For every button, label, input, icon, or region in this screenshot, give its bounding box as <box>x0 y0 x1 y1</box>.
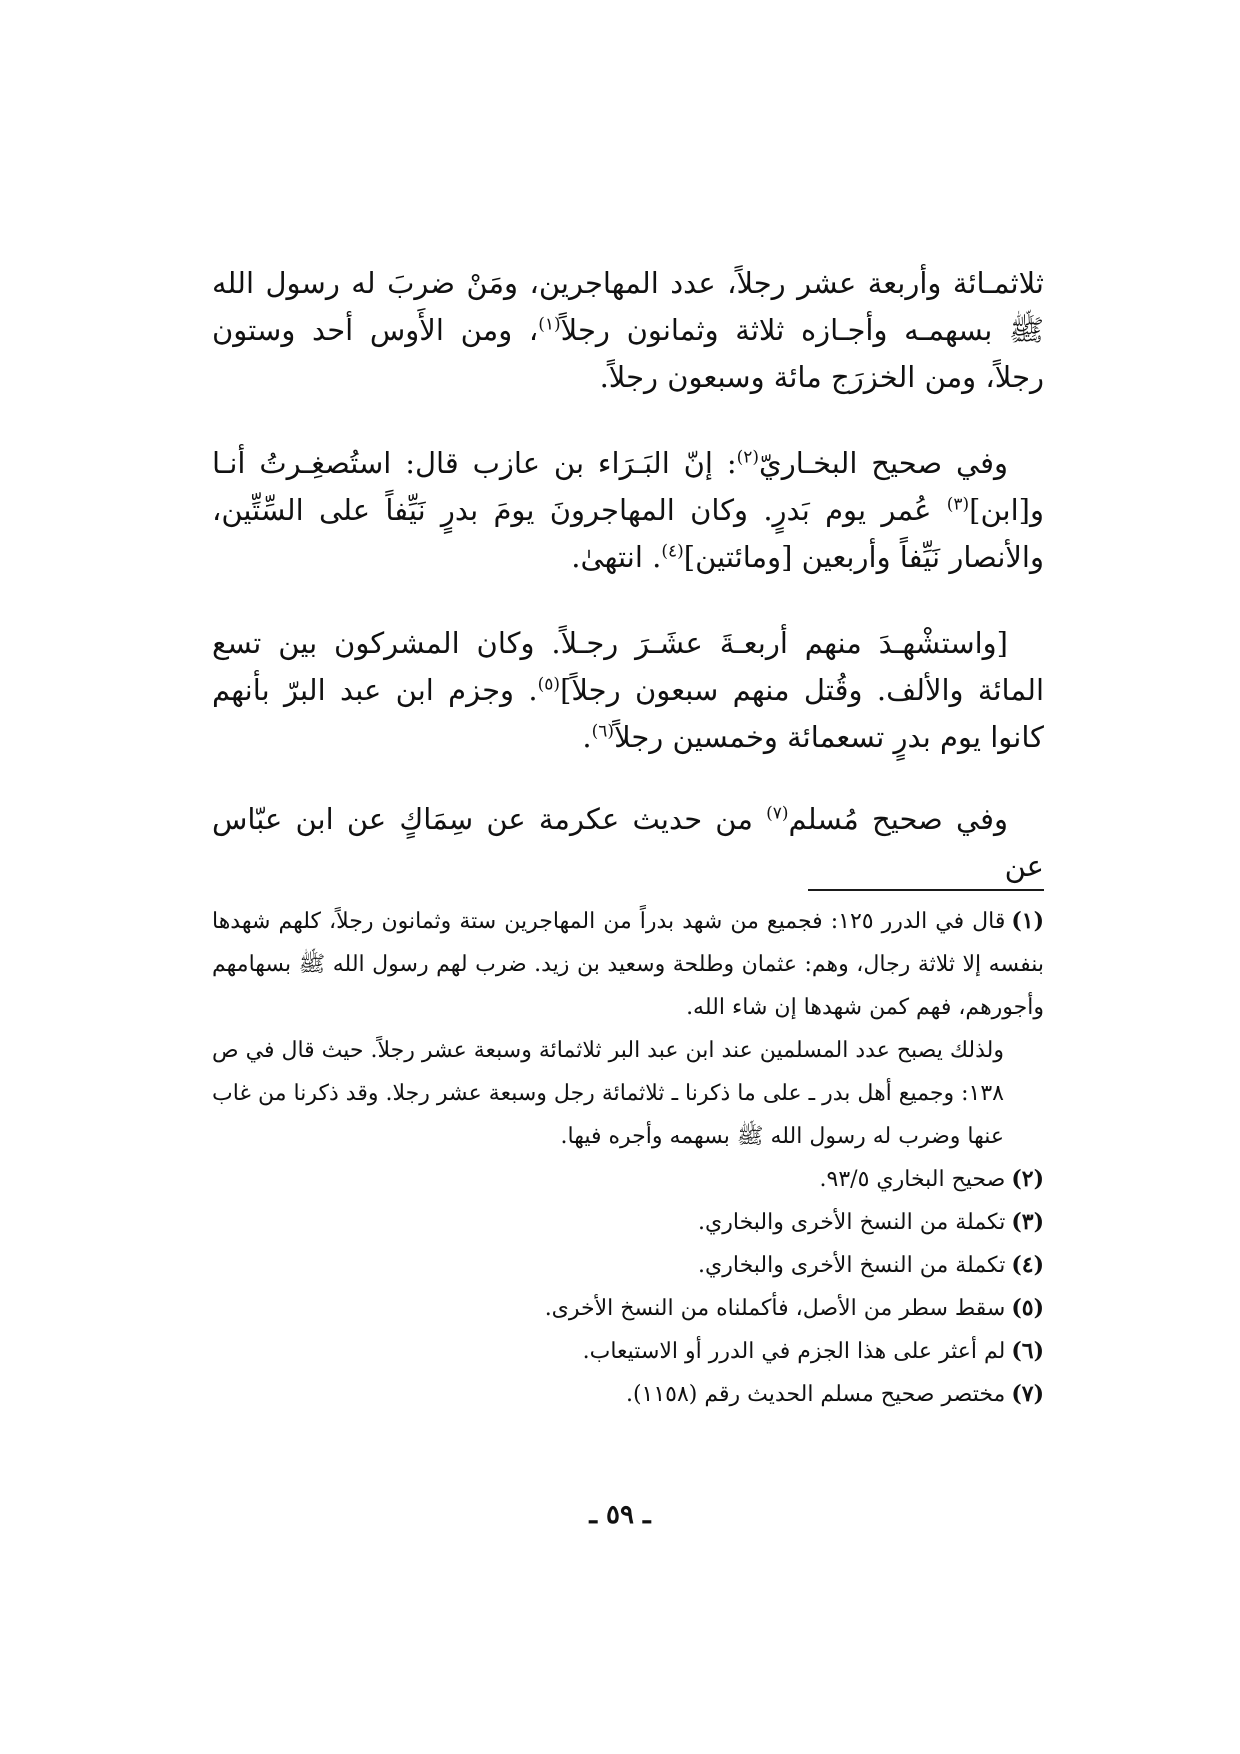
footnote-number: (٢) <box>1011 1166 1044 1192</box>
footnote <box>212 1287 1044 1330</box>
footnote-ref: (٥) <box>537 674 561 695</box>
paragraph-text: ، ومن الأَوس أحد وستون رجلاً، ومن الخزرَج مائة وسبعون رجلاً. <box>212 313 1044 394</box>
footnote <box>212 1158 1044 1201</box>
paragraph-text: من حديث عكرمة عن سِمَاكٍ عن ابن عبّاس عن <box>212 802 1044 883</box>
footnote <box>212 900 1044 1029</box>
footnote <box>212 1330 1044 1373</box>
paragraph-text: : إنّ البَـرَاء بن عازب قال: استُصغِـرتُ أنـا و[ابن] <box>212 446 1044 527</box>
footnote-text: تكملة من النسخ الأخرى والبخاري. <box>698 1253 1006 1278</box>
footnote <box>212 1201 1044 1244</box>
footnote-ref: (٢) <box>736 447 760 468</box>
footnote-text: تكملة من النسخ الأخرى والبخاري. <box>698 1210 1006 1235</box>
footnote-text: مختصر صحيح مسلم الحديث رقم (١١٥٨). <box>625 1382 1006 1407</box>
footnote <box>212 1244 1044 1287</box>
paragraph-text: [واستشْهـدَ منهم أربعـةَ عشَـرَ رجـلاً. وكان المشركون بين تسع المائة والألف. وقُتل منهم سبعون رجلاً] <box>212 626 1045 707</box>
page-number: ـ ٥٩ ـ <box>589 1500 651 1530</box>
paragraph-text: عُمر يوم بَدرٍ. وكان المهاجرونَ يومَ بدرٍ نَيِّفاً على السِّتِّين، والأنصار نَيِّفاً وأربعين [ومائتين] <box>212 493 1044 574</box>
main-paragraph <box>212 260 1044 401</box>
paragraph-text: ثلاثمـائة وأربعة عشر رجلاً، عدد المهاجرين، ومَنْ ضربَ له رسول الله ﷺ بسهمـه وأجـازه ثلاثة وثمانون رجلاً <box>212 266 1044 347</box>
footnote-ref: (٦) <box>591 721 615 742</box>
footnote-separator <box>808 889 1044 891</box>
main-paragraph <box>212 440 1044 581</box>
footnote-ref: (٤) <box>661 541 684 562</box>
footnote-number: (٧) <box>1011 1381 1044 1407</box>
paragraph-text: . <box>582 720 592 754</box>
paragraph-text: . انتهىٰ. <box>571 540 662 574</box>
footnote-number: (٤) <box>1011 1252 1044 1278</box>
footnote-ref: (١) <box>538 314 561 335</box>
footnote-ref: (٣) <box>946 494 970 515</box>
footnotes-section <box>212 900 1044 1416</box>
footnote-continuation <box>212 1029 1044 1158</box>
paragraph-text: وفي صحيح البخـاريّ <box>759 446 1008 480</box>
footnote <box>212 1373 1044 1416</box>
footnote-text: قال في الدرر ١٢٥: فجميع من شهد بدراً من المهاجرين ستة وثمانون رجلاً، كلهم شهدها بنفسه إلا ثلاثة رجال، وهم: عثمان وطلحة وسعيد بن زيد. ضرب لهم رسول الله ﷺ بسهامهم وأجورهم، فهم كمن شهدها إن شاء الله. <box>212 909 1044 1020</box>
footnote-number: (٦) <box>1011 1338 1044 1364</box>
footnote-text: لم أعثر على هذا الجزم في الدرر أو الاستيعاب. <box>582 1339 1006 1364</box>
footnote-number: (١) <box>1011 908 1045 934</box>
main-paragraph <box>212 620 1044 761</box>
footnote-number: (٣) <box>1011 1209 1044 1235</box>
footnote-ref: (٧) <box>766 803 789 824</box>
paragraph-text: . وجزم ابن عبد البرّ بأنهم كانوا يوم بدرٍ تسعمائة وخمسين رجلاً <box>212 673 1044 754</box>
footnote-text: صحيح البخاري ٩٣/٥. <box>819 1167 1006 1192</box>
footnote-text: ولذلك يصبح عدد المسلمين عند ابن عبد البر ثلاثمائة وسبعة عشر رجلاً. حيث قال في ص ١٣٨: وجميع أهل بدر ـ على ما ذكرنا ـ ثلاثمائة رجل وسبعة عشر رجلا. وقد ذكرنا من غاب عنها وضرب له رسول الله ﷺ بسهمه وأجره فيها. <box>212 1038 1005 1149</box>
footnote-text: سقط سطر من الأصل، فأكملناه من النسخ الأخرى. <box>544 1296 1006 1321</box>
main-paragraph <box>212 796 1044 890</box>
footnote-number: (٥) <box>1011 1295 1044 1321</box>
paragraph-text: وفي صحيح مُسلم <box>788 802 1008 836</box>
